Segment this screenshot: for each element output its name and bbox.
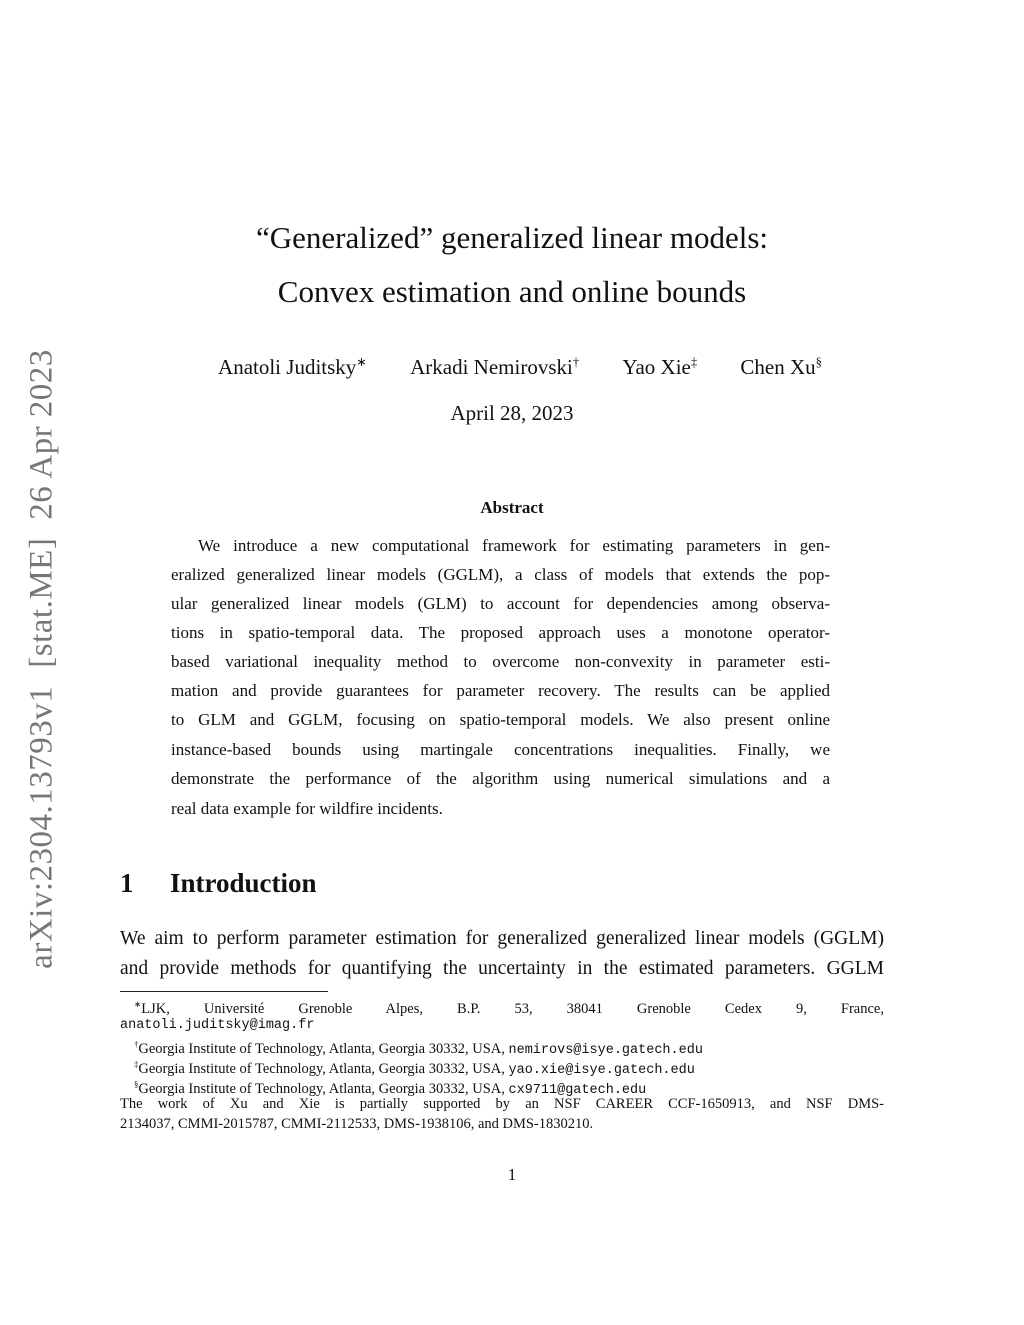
section-number: 1 (120, 868, 134, 898)
abstract-line: instance-based bounds using martingale concentrations inequalities. Finally, we (171, 740, 830, 759)
footnote-3: ‡Georgia Institute of Technology, Atlanta, Georgia 30332, USA, yao.xie@isye.gatech.edu (134, 1059, 695, 1078)
footnote-1-email: anatoli.juditsky@imag.fr (120, 1018, 315, 1033)
funding-line: 2134037, CMMI-2015787, CMMI-2112533, DMS-1938106, and DMS-1830210. (120, 1116, 594, 1132)
author: Anatoli Juditsky∗ (218, 355, 367, 379)
footnote-rule (120, 991, 328, 992)
date: April 28, 2023 (450, 401, 574, 425)
abstract-heading: Abstract (480, 498, 544, 517)
abstract-line: based variational inequality method to overcome non-convexity in parameter esti- (171, 652, 830, 671)
arxiv-id: arXiv:2304.13793v1 (23, 685, 60, 969)
abstract-line: ular generalized linear models (GLM) to account for dependencies among observa- (171, 594, 830, 613)
abstract-line: mation and provide guarantees for parameter recovery. The results can be applied (171, 681, 830, 700)
title-line-2: Convex estimation and online bounds (277, 274, 747, 309)
page-number: 1 (507, 1165, 517, 1184)
author: Yao Xie‡ (622, 355, 698, 379)
intro-line: We aim to perform parameter estimation for generalized generalized linear models (GGLM) (120, 928, 884, 949)
intro-line: and provide methods for quantifying the uncertainty in the estimated parameters. GGLM (120, 958, 884, 979)
footnote-4: §Georgia Institute of Technology, Atlanta, Georgia 30332, USA, cx9711@gatech.edu (134, 1079, 647, 1098)
abstract-line: eralized generalized linear models (GGLM), a class of models that extends the pop- (171, 565, 830, 584)
footnote-2: †Georgia Institute of Technology, Atlanta, Georgia 30332, USA, nemirovs@isye.gatech.edu (134, 1039, 703, 1058)
author: Chen Xu§ (740, 355, 822, 379)
abstract-line: tions in spatio-temporal data. The proposed approach uses a monotone operator- (171, 623, 830, 642)
footnote-1: ∗LJK, Université Grenoble Alpes, B.P. 53, 38041 Grenoble Cedex 9, France, (134, 999, 884, 1017)
abstract-line: to GLM and GGLM, focusing on spatio-temporal models. We also present online (171, 710, 830, 729)
section-title: Introduction (170, 868, 317, 898)
abstract-line: demonstrate the performance of the algorithm using numerical simulations and a (171, 769, 830, 788)
funding-line: The work of Xu and Xie is partially supported by an NSF CAREER CCF-1650913, and NSF DMS- (120, 1096, 884, 1112)
abstract-line: real data example for wildfire incidents. (171, 799, 443, 818)
title-line-1: “Generalized” generalized linear models: (255, 220, 769, 255)
author: Arkadi Nemirovski† (410, 355, 580, 379)
arxiv-category: [stat.ME] (23, 537, 60, 668)
abstract-line: We introduce a new computational framework for estimating parameters in gen- (198, 536, 830, 555)
author-list (8, 348, 1024, 381)
arxiv-date: 26 Apr 2023 (23, 349, 60, 520)
